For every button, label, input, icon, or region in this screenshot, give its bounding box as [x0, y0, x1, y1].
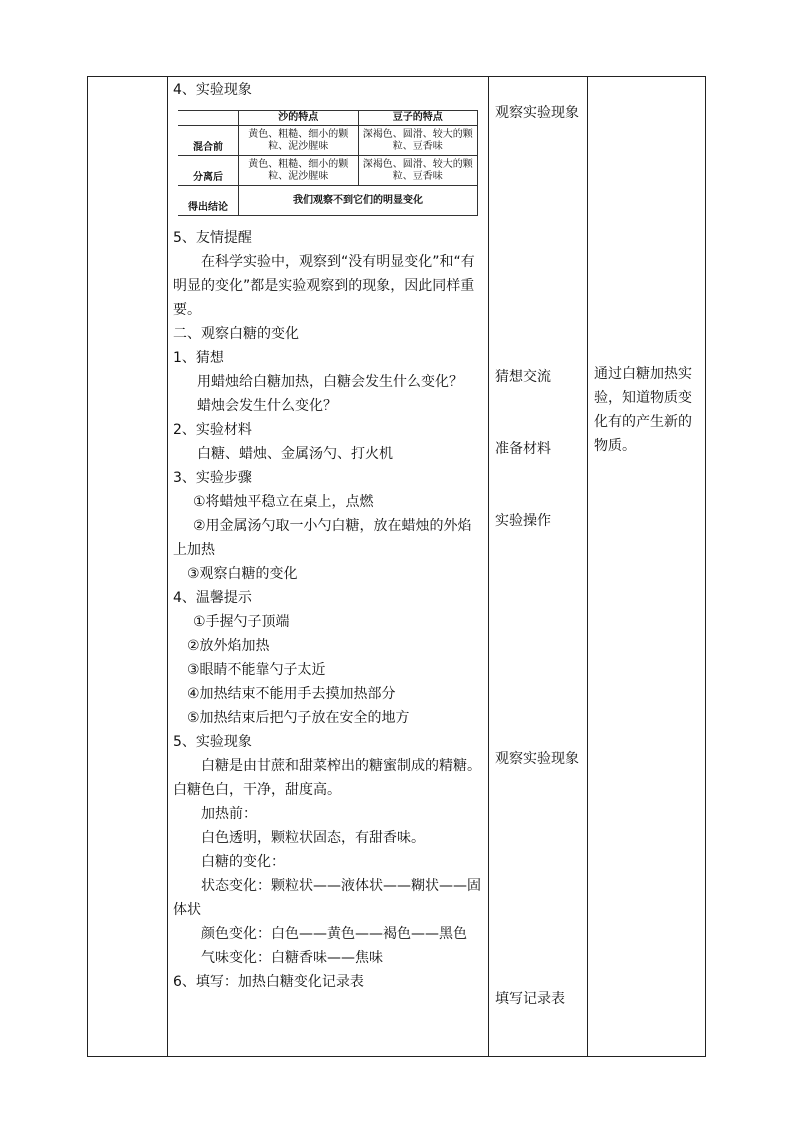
design-intent: 通过白糖加热实验，知道物质变化有的产生新的物质。 [594, 366, 692, 454]
row-header: 分离后 [178, 156, 239, 186]
state-change: 状态变化：颗粒状——液体状——糊状——固体状 [173, 878, 481, 918]
tip: ⑤加热结束后把勺子放在安全的地方 [187, 710, 410, 726]
table-cell: 黄色、粗糙、细小的颗粒、泥沙腥味 [239, 156, 359, 186]
smell-change: 气味变化：白糖香味——焦味 [201, 950, 383, 966]
section-heading: 4、温馨提示 [173, 590, 252, 606]
row-header: 混合前 [178, 126, 239, 156]
question: 蜡烛会发生什么变化？ [197, 398, 337, 414]
label: 白糖的变化： [201, 854, 285, 870]
table-corner [178, 111, 239, 126]
color-change: 颜色变化：白色——黄色——褐色——黑色 [201, 926, 467, 942]
activity-label: 观察实验现象 [495, 105, 579, 121]
column-divider [167, 76, 168, 1057]
step: ①将蜡烛平稳立在桌上，点燃 [193, 494, 374, 510]
section-heading: 1、猜想 [173, 350, 224, 366]
paragraph: 在科学实验中，观察到“没有明显变化”和“有明显的变化”都是实验观察到的现象，因此同样重要。 [173, 254, 475, 318]
materials: 白糖、蜡烛、金属汤勺、打火机 [197, 446, 393, 462]
row-header: 得出结论 [178, 186, 239, 216]
section-heading: 4、实验现象 [173, 82, 252, 98]
activity-label: 填写记录表 [495, 991, 565, 1007]
table-cell: 深褐色、圆滑、较大的颗粒、豆香味 [358, 126, 478, 156]
question: 用蜡烛给白糖加热，白糖会发生什么变化？ [197, 374, 463, 390]
step: ②用金属汤勺取一小勺白糖，放在蜡烛的外焰上加热 [173, 518, 472, 558]
column-divider [587, 76, 588, 1057]
main-column [173, 226, 485, 994]
sand-bean-table [178, 110, 478, 216]
column-divider [488, 76, 489, 1057]
tip: ③眼睛不能靠勺子太近 [187, 662, 326, 678]
tip: ①手握勺子顶端 [193, 614, 290, 630]
table-cell: 黄色、粗糙、细小的颗粒、泥沙腥味 [239, 126, 359, 156]
section-heading: 3、实验步骤 [173, 470, 252, 486]
section-heading: 5、实验现象 [173, 734, 252, 750]
tip: ②放外焰加热 [187, 638, 270, 654]
tip: ④加热结束不能用手去摸加热部分 [187, 686, 396, 702]
section-heading: 2、实验材料 [173, 422, 252, 438]
activity-label: 猜想交流 [495, 369, 551, 385]
label: 加热前： [201, 806, 257, 822]
step: ③观察白糖的变化 [187, 566, 298, 582]
activity-label: 准备材料 [495, 441, 551, 457]
paragraph: 白色透明，颗粒状固态，有甜香味。 [201, 830, 425, 846]
conclusion-cell: 我们观察不到它们的明显变化 [239, 186, 478, 216]
section-heading: 5、友情提醒 [173, 230, 252, 246]
section-heading: 6、填写：加热白糖变化记录表 [173, 974, 364, 990]
activity-label: 实验操作 [495, 513, 551, 529]
col-header: 豆子的特点 [358, 111, 478, 126]
col-header: 沙的特点 [239, 111, 359, 126]
part-heading: 二、观察白糖的变化 [173, 326, 299, 342]
table-cell: 深褐色、圆滑、较大的颗粒、豆香味 [358, 156, 478, 186]
paragraph: 白糖是由甘蔗和甜菜榨出的糖蜜制成的精糖。白糖色白，干净，甜度高。 [173, 758, 481, 798]
activity-label: 观察实验现象 [495, 751, 579, 767]
